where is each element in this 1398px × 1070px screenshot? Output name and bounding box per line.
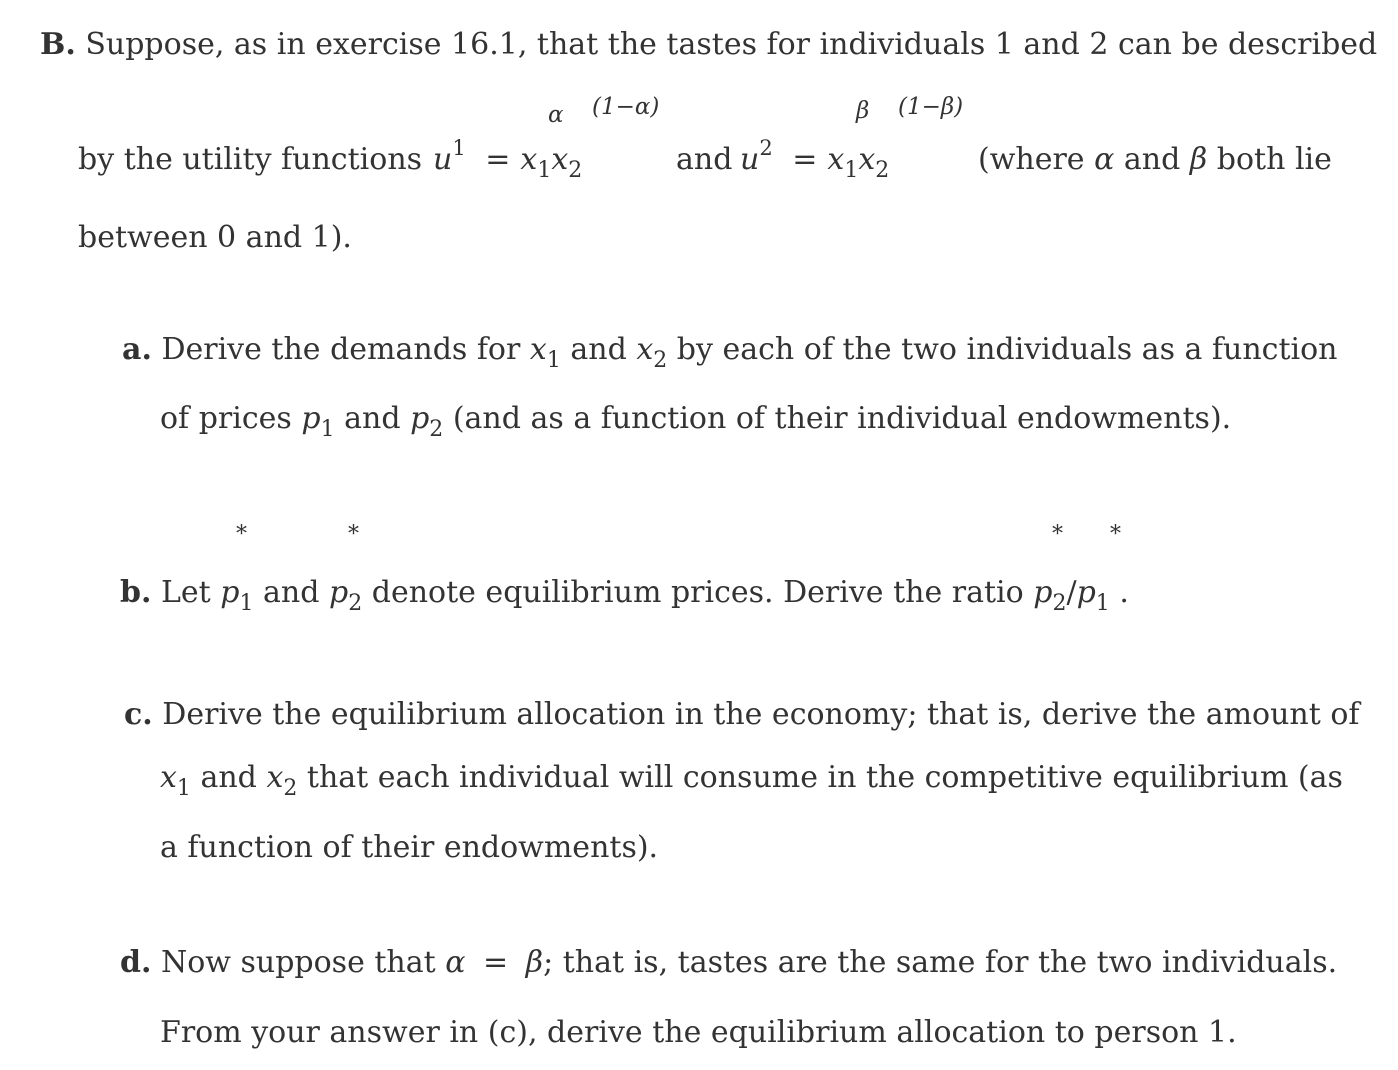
between-text: between 0 and 1). — [78, 220, 352, 255]
item-c-line-2: $x_1$ and $x_2$ that each individual will consume in the competitive equilibrium (as — [160, 760, 1343, 801]
item-a-line-1: a. Derive the demands for $x_1$ and $x_2$ by each of the two individuals as a function — [122, 332, 1338, 373]
equilibrium-star-ratio-p1: * — [1110, 522, 1121, 547]
part-b-line-1 — [40, 27, 1378, 62]
equilibrium-star-p2: * — [348, 522, 359, 547]
u1-exponent-one-minus-alpha: (1−α) — [592, 94, 660, 120]
item-c-line-3: a function of their endowments). — [160, 830, 659, 865]
where-clause: (where α and β both lie — [978, 142, 1332, 177]
item-a-label: a. — [122, 332, 152, 367]
item-d-line-1: d. Now suppose that α = β; that is, tastes are the same for the two individuals. — [120, 945, 1338, 980]
and-connector: and — [676, 142, 733, 177]
u2-formula: $u^2 = x_1x_2$ — [740, 136, 890, 183]
item-b-label: b. — [120, 575, 152, 610]
item-c-label: c. — [124, 697, 153, 732]
item-b-line: b. Let $p_1$ and $p_2$ denote equilibrium prices. Derive the ratio $p_2/p_1$ . — [120, 575, 1129, 616]
item-d-line-2: From your answer in (c), derive the equilibrium allocation to person 1. — [160, 1015, 1237, 1050]
utility-functions-text: by the utility functions — [78, 142, 423, 177]
item-a-line-2: of prices $p_1$ and $p_2$ (and as a function of their individual endowments). — [160, 401, 1232, 442]
u2-exponent-one-minus-beta: (1−β) — [898, 94, 964, 120]
u1-exponent-alpha: α — [548, 102, 564, 128]
u2-exponent-beta: β — [856, 98, 870, 124]
item-d-label: d. — [120, 945, 152, 980]
part-b-intro-text: Suppose, as in exercise 16.1, that the tastes for individuals 1 and 2 can be described — [85, 27, 1378, 62]
part-b-label: B. — [40, 27, 76, 62]
u1-formula: $u^1 = x_1x_2$ — [433, 136, 583, 183]
equilibrium-star-p1: * — [236, 522, 247, 547]
item-c-line-1: c. Derive the equilibrium allocation in the economy; that is, derive the amount of — [124, 697, 1360, 732]
equilibrium-star-ratio-p2: * — [1052, 522, 1063, 547]
